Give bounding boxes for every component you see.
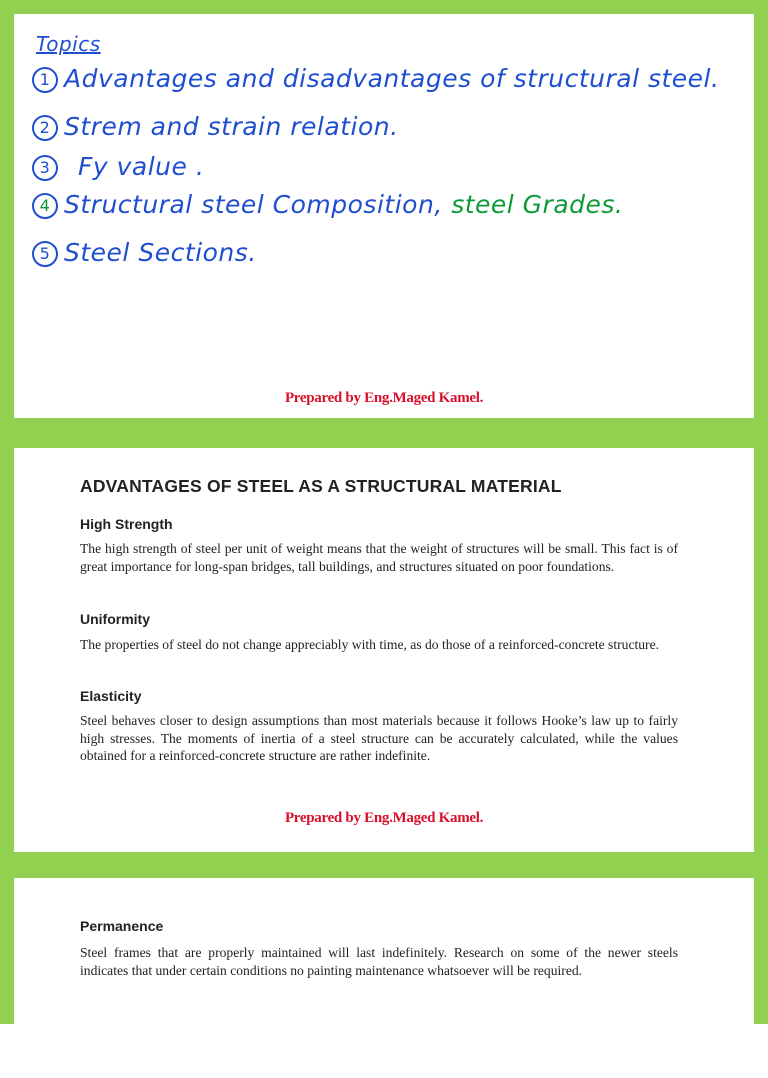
- topic-text-2: Strem and strain relation.: [64, 112, 399, 141]
- slide2-heading: ADVANTAGES OF STEEL AS A STRUCTURAL MATERIAL: [80, 476, 562, 496]
- slide-advantages: [0, 432, 768, 866]
- topic-text-3: Fy value .: [78, 152, 205, 181]
- slide-topics-content: [14, 14, 754, 418]
- topics-title: Topics: [36, 32, 101, 56]
- section-body-permanence: Steel frames that are properly maintained will last indefinitely. Research on some of the newer steels indicates that under certain conditions no painting maintenance whatsoever will be required.: [80, 945, 678, 978]
- topic-item-5: [32, 238, 257, 267]
- topic-text-1: Advantages and disadvantages of structural steel.: [64, 64, 720, 93]
- topic-text-5: Steel Sections.: [64, 238, 257, 267]
- topic-item-4: [32, 190, 623, 219]
- topic-number-2: 2: [32, 115, 58, 141]
- topic-number-4: 4: [32, 193, 58, 219]
- topic-number-3: 3: [32, 155, 58, 181]
- slide-permanence: [0, 866, 768, 1024]
- topic-number-1: 1: [32, 67, 58, 93]
- section-title-uniformity: Uniformity: [80, 611, 150, 627]
- section-title-high-strength: High Strength: [80, 516, 173, 532]
- section-body-high-strength: The high strength of steel per unit of weight means that the weight of structures will be small. This fact is of great importance for long-span bridges, tall buildings, and structures situated on poor foundations.: [80, 541, 678, 574]
- section-title-elasticity: Elasticity: [80, 688, 142, 704]
- topic-item-1: [32, 64, 719, 93]
- slide-advantages-content: [14, 448, 754, 852]
- slide1-footer: Prepared by Eng.Maged Kamel.: [284, 390, 484, 406]
- section-body-elasticity: Steel behaves closer to design assumptions than most materials because it follows Hooke’s law up to fairly high stresses. The moments of inertia of a steel structure can be accurately calculated, while the values obtained for a reinforced-concrete structure are rather indefinite.: [80, 713, 678, 763]
- slide2-footer: Prepared by Eng.Maged Kamel.: [284, 810, 484, 826]
- topic-text-4a: Structural steel Composition,: [64, 190, 452, 219]
- topic-number-5: 5: [32, 241, 58, 267]
- topic-item-2: [32, 112, 399, 141]
- section-title-permanence: Permanence: [80, 918, 164, 934]
- slide-permanence-content: [14, 878, 754, 1078]
- topic-item-3: [32, 152, 204, 181]
- topic-text-4b: steel Grades.: [451, 190, 624, 219]
- section-body-uniformity: The properties of steel do not change appreciably with time, as do those of a reinforced-concrete structure.: [80, 637, 660, 652]
- slide-topics: [0, 0, 768, 432]
